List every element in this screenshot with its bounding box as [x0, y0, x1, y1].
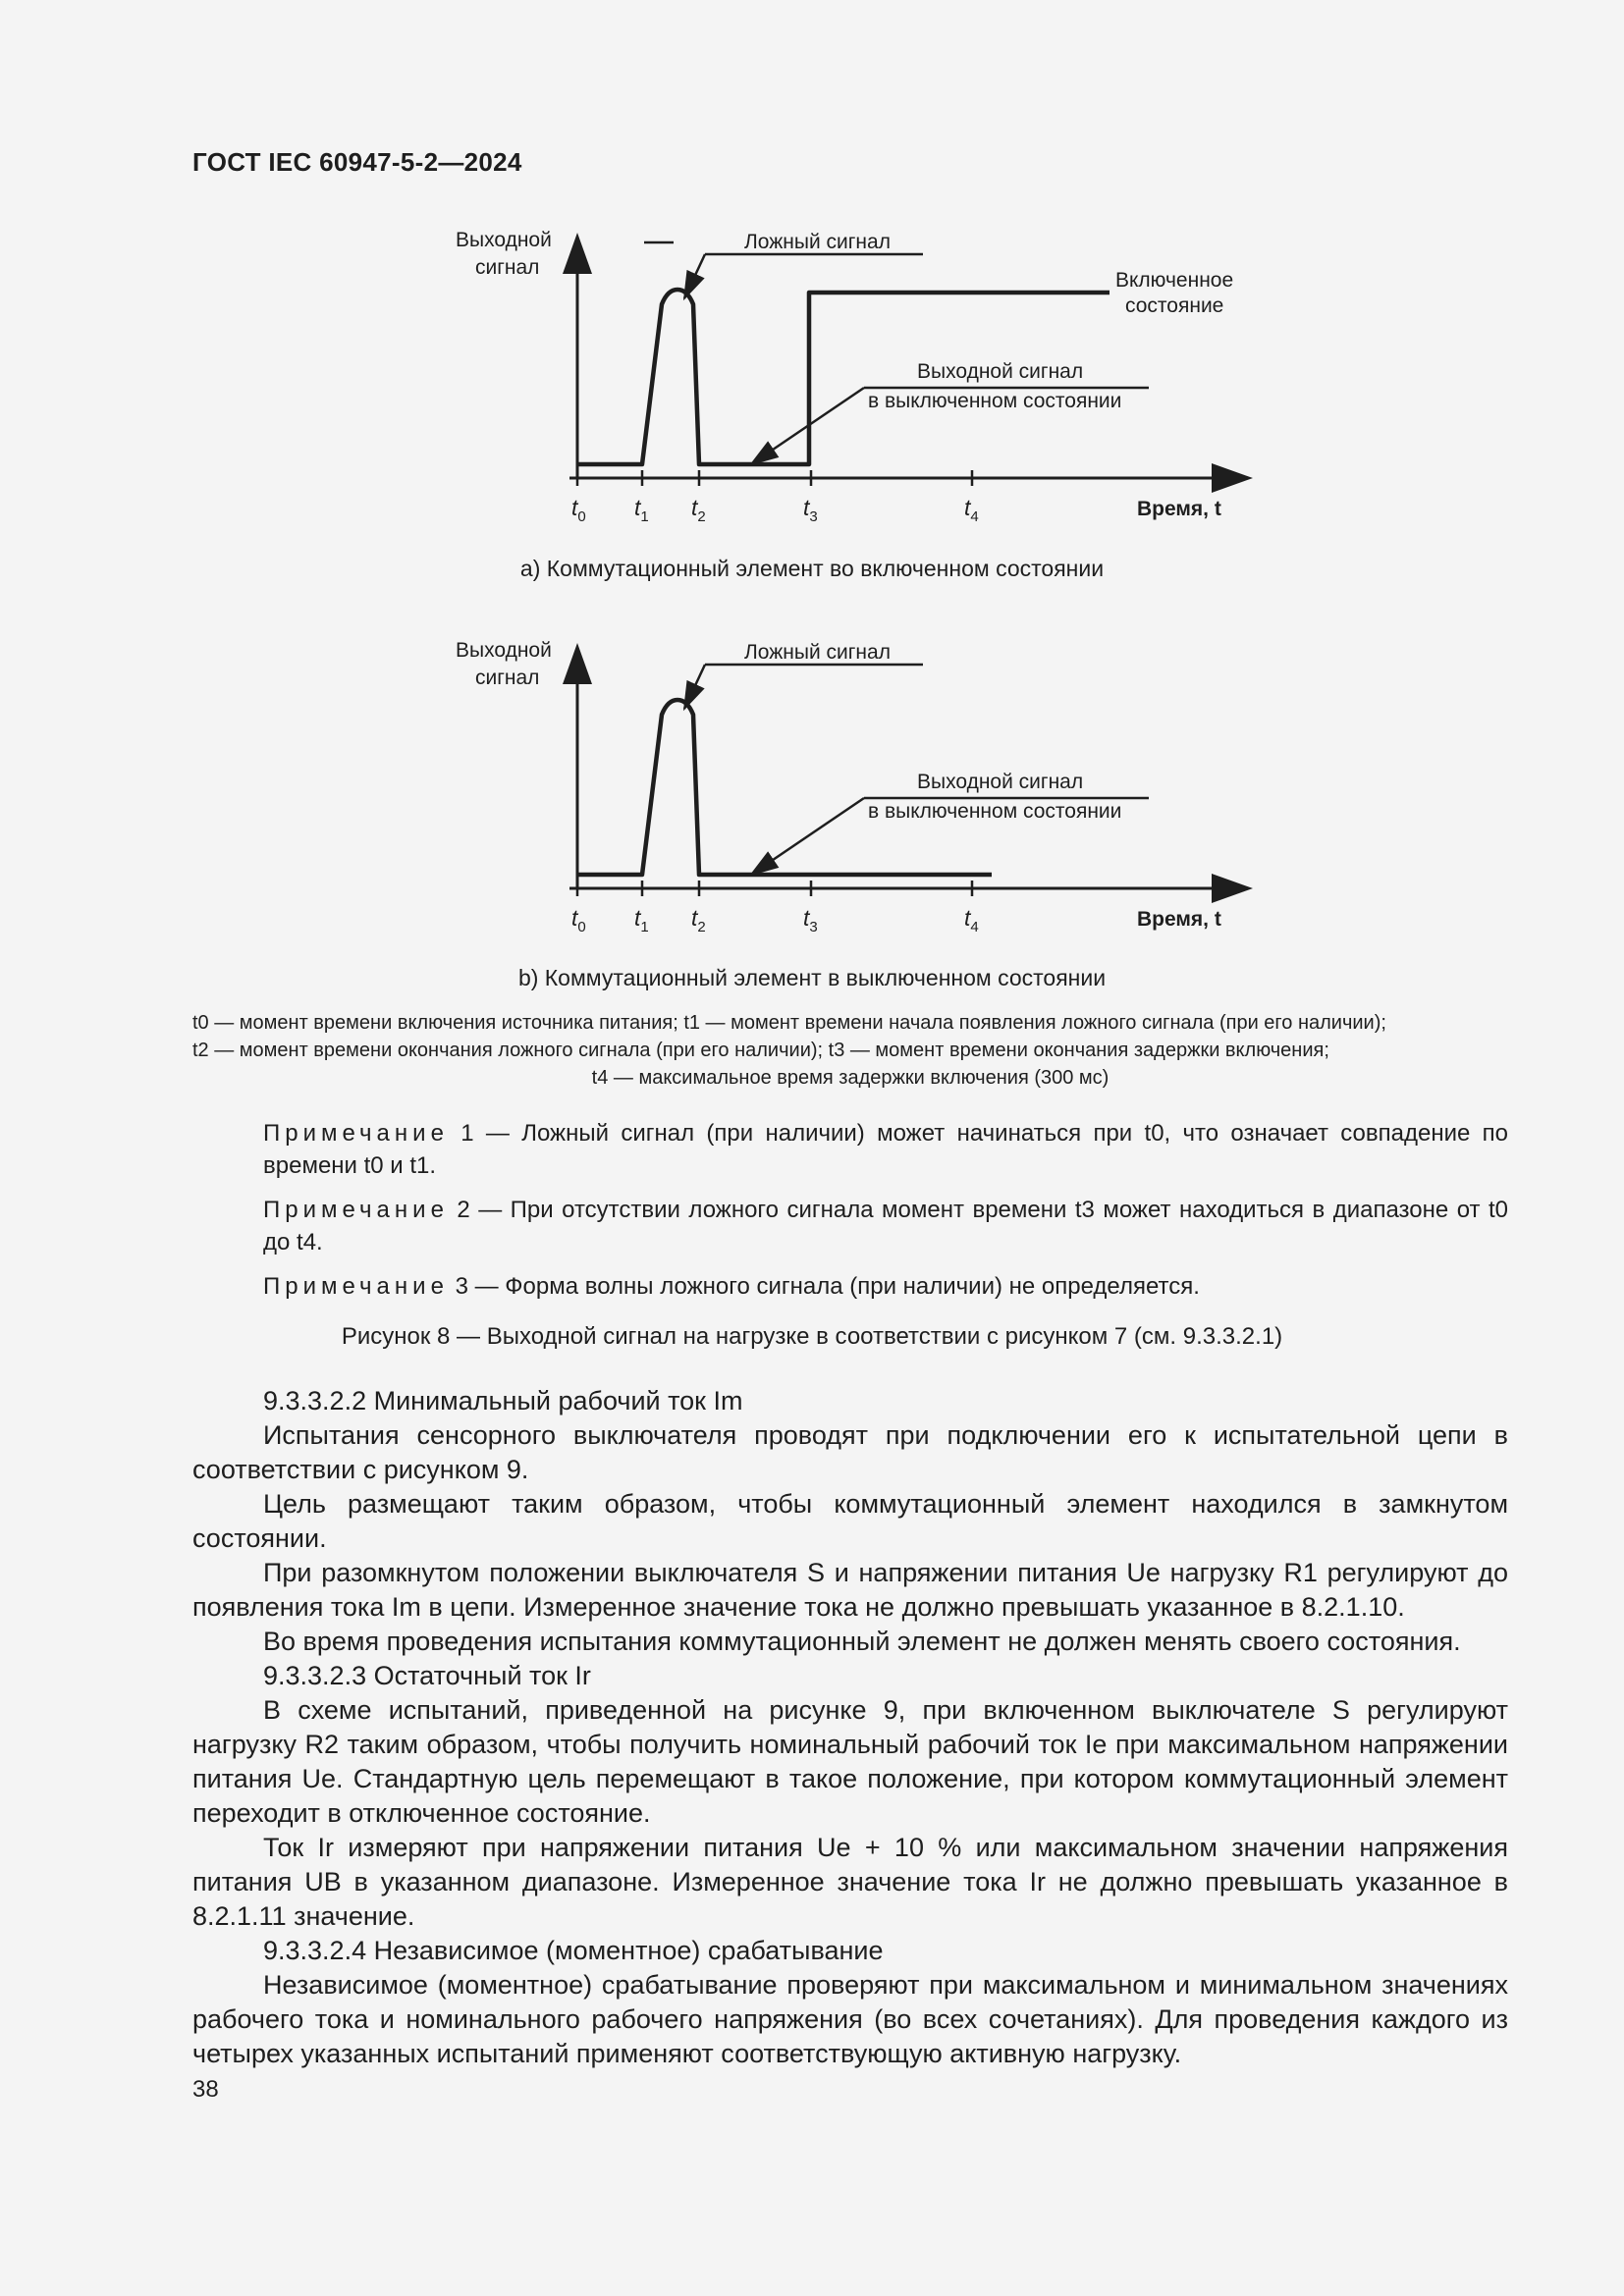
note-prefix: Примечание	[263, 1120, 449, 1147]
tick-t0: $t_0$	[571, 905, 586, 935]
tick-t2: $t_2$	[691, 495, 706, 525]
tick-t4: $t_4$	[964, 495, 979, 525]
figure-b-diagram	[432, 631, 1257, 955]
tick-t3: $t_3$	[803, 495, 818, 525]
section-heading-9-3-3-2-4: 9.3.3.2.4 Независимое (моментное) срабатывание	[263, 1936, 884, 1965]
x-axis-label: Время, t	[1137, 908, 1221, 931]
x-axis-label: Время, t	[1137, 498, 1221, 520]
document-header: ГОСТ IEC 60947-5-2—2024	[192, 147, 522, 177]
notes	[192, 1117, 1508, 1303]
off-signal-label-1: Выходной сигнал	[917, 360, 1084, 383]
body-text	[192, 1384, 1508, 2071]
paragraph: Цель размещают таким образом, чтобы коммутационный элемент находился в замкнутом состоянии.	[192, 1489, 1508, 1553]
note-1	[192, 1117, 1508, 1182]
on-state-label-2: состояние	[1125, 294, 1224, 317]
tick-t0: $t_0$	[571, 495, 586, 525]
on-state-label-1: Включенное	[1115, 269, 1234, 292]
tick-t4: $t_4$	[964, 905, 979, 935]
tick-t3: $t_3$	[803, 905, 818, 935]
note-1-text: 1 — Ложный сигнал (при наличии) может начинаться при t0, что означает совпадение по времени t0 и t1.	[263, 1120, 1509, 1179]
tick-t2: $t_2$	[691, 905, 706, 935]
section-heading-9-3-3-2-2: 9.3.3.2.2 Минимальный рабочий ток Im	[263, 1386, 743, 1415]
y-axis-label-2: сигнал	[475, 256, 540, 279]
paragraph: При разомкнутом положении выключателя S и напряжении питания Ue нагрузку R1 регулируют до появления тока Im в цепи. Измеренное значение тока не должно превышать указанное в 8.2.1.10.	[192, 1558, 1508, 1622]
figure-a-diagram	[432, 221, 1257, 545]
note-3-text: 3 — Форма волны ложного сигнала (при наличии) не определяется.	[455, 1273, 1200, 1300]
note-prefix: Примечание	[263, 1273, 449, 1300]
y-axis-label-1: Выходной	[456, 639, 552, 662]
false-signal-leader	[684, 254, 705, 298]
false-signal-leader	[684, 665, 705, 709]
figure-a	[432, 221, 1257, 545]
figure-b	[432, 631, 1257, 955]
paragraph: В схеме испытаний, приведенной на рисунке 9, при включенном выключателе S регулируют нагрузку R2 таким образом, чтобы получить номинальный рабочий ток Ie при максимальном напряжении питания Ue. Стандартную цель перемещают в такое положение, при котором коммутационный элемент переходит в отключенное состояние.	[192, 1695, 1508, 1828]
section-heading-9-3-3-2-3: 9.3.3.2.3 Остаточный ток Ir	[263, 1661, 591, 1690]
note-prefix: Примечание	[263, 1197, 449, 1223]
note-2	[192, 1194, 1508, 1258]
off-signal-leader	[751, 798, 864, 875]
note-2-text: 2 — При отсутствии ложного сигнала момент времени t3 может находиться в диапазоне от t0 до t4.	[263, 1197, 1508, 1255]
figure-legend	[192, 1009, 1508, 1092]
note-3	[192, 1270, 1508, 1303]
y-axis-label-2: сигнал	[475, 667, 540, 689]
legend-line-1: t0 — момент времени включения источника питания; t1 — момент времени начала появления ложного сигнала (при его наличии);	[192, 1012, 1386, 1034]
tick-t1: $t_1$	[634, 905, 649, 935]
paragraph: Испытания сенсорного выключателя проводят при подключении его к испытательной цепи в соответствии с рисунком 9.	[192, 1420, 1508, 1484]
figure-a-caption: a) Коммутационный элемент во включенном состоянии	[519, 556, 1105, 581]
paragraph: Ток Ir измеряют при напряжении питания Ue + 10 % или максимальном значении напряжения питания UB в указанном диапазоне. Измеренное значение тока Ir не должно превышать указанное в 8.2.1.11 значение.	[192, 1833, 1508, 1931]
off-signal-label-2: в выключенном состоянии	[868, 390, 1122, 412]
off-signal-label-1: Выходной сигнал	[917, 771, 1084, 793]
paragraph: Независимое (моментное) срабатывание проверяют при максимальном и минимальном значениях рабочего тока и номинального рабочего напряжения (во всех сочетаниях). Для проведения каждого из четырех указанных испытаний применяют соответствующую активную нагрузку.	[192, 1970, 1508, 2068]
paragraph: Во время проведения испытания коммутационный элемент не должен менять своего состояния.	[263, 1627, 1461, 1656]
legend-line-3: t4 — максимальное время задержки включения (300 мс)	[591, 1067, 1110, 1089]
off-signal-label-2: в выключенном состоянии	[868, 800, 1122, 823]
false-signal-label: Ложный сигнал	[744, 641, 891, 664]
legend-line-2: t2 — момент времени окончания ложного сигнала (при его наличии); t3 — момент времени окончания задержки включения;	[192, 1040, 1329, 1061]
page-number: 38	[192, 2076, 219, 2103]
figure-b-caption: b) Коммутационный элемент в выключенном состоянии	[517, 965, 1107, 990]
false-signal-label: Ложный сигнал	[744, 231, 891, 253]
y-axis-label-1: Выходной	[456, 229, 552, 251]
figure-title: Рисунок 8 — Выходной сигнал на нагрузке в соответствии с рисунком 7 (см. 9.3.3.2.1)	[341, 1323, 1283, 1350]
tick-t1: $t_1$	[634, 495, 649, 525]
